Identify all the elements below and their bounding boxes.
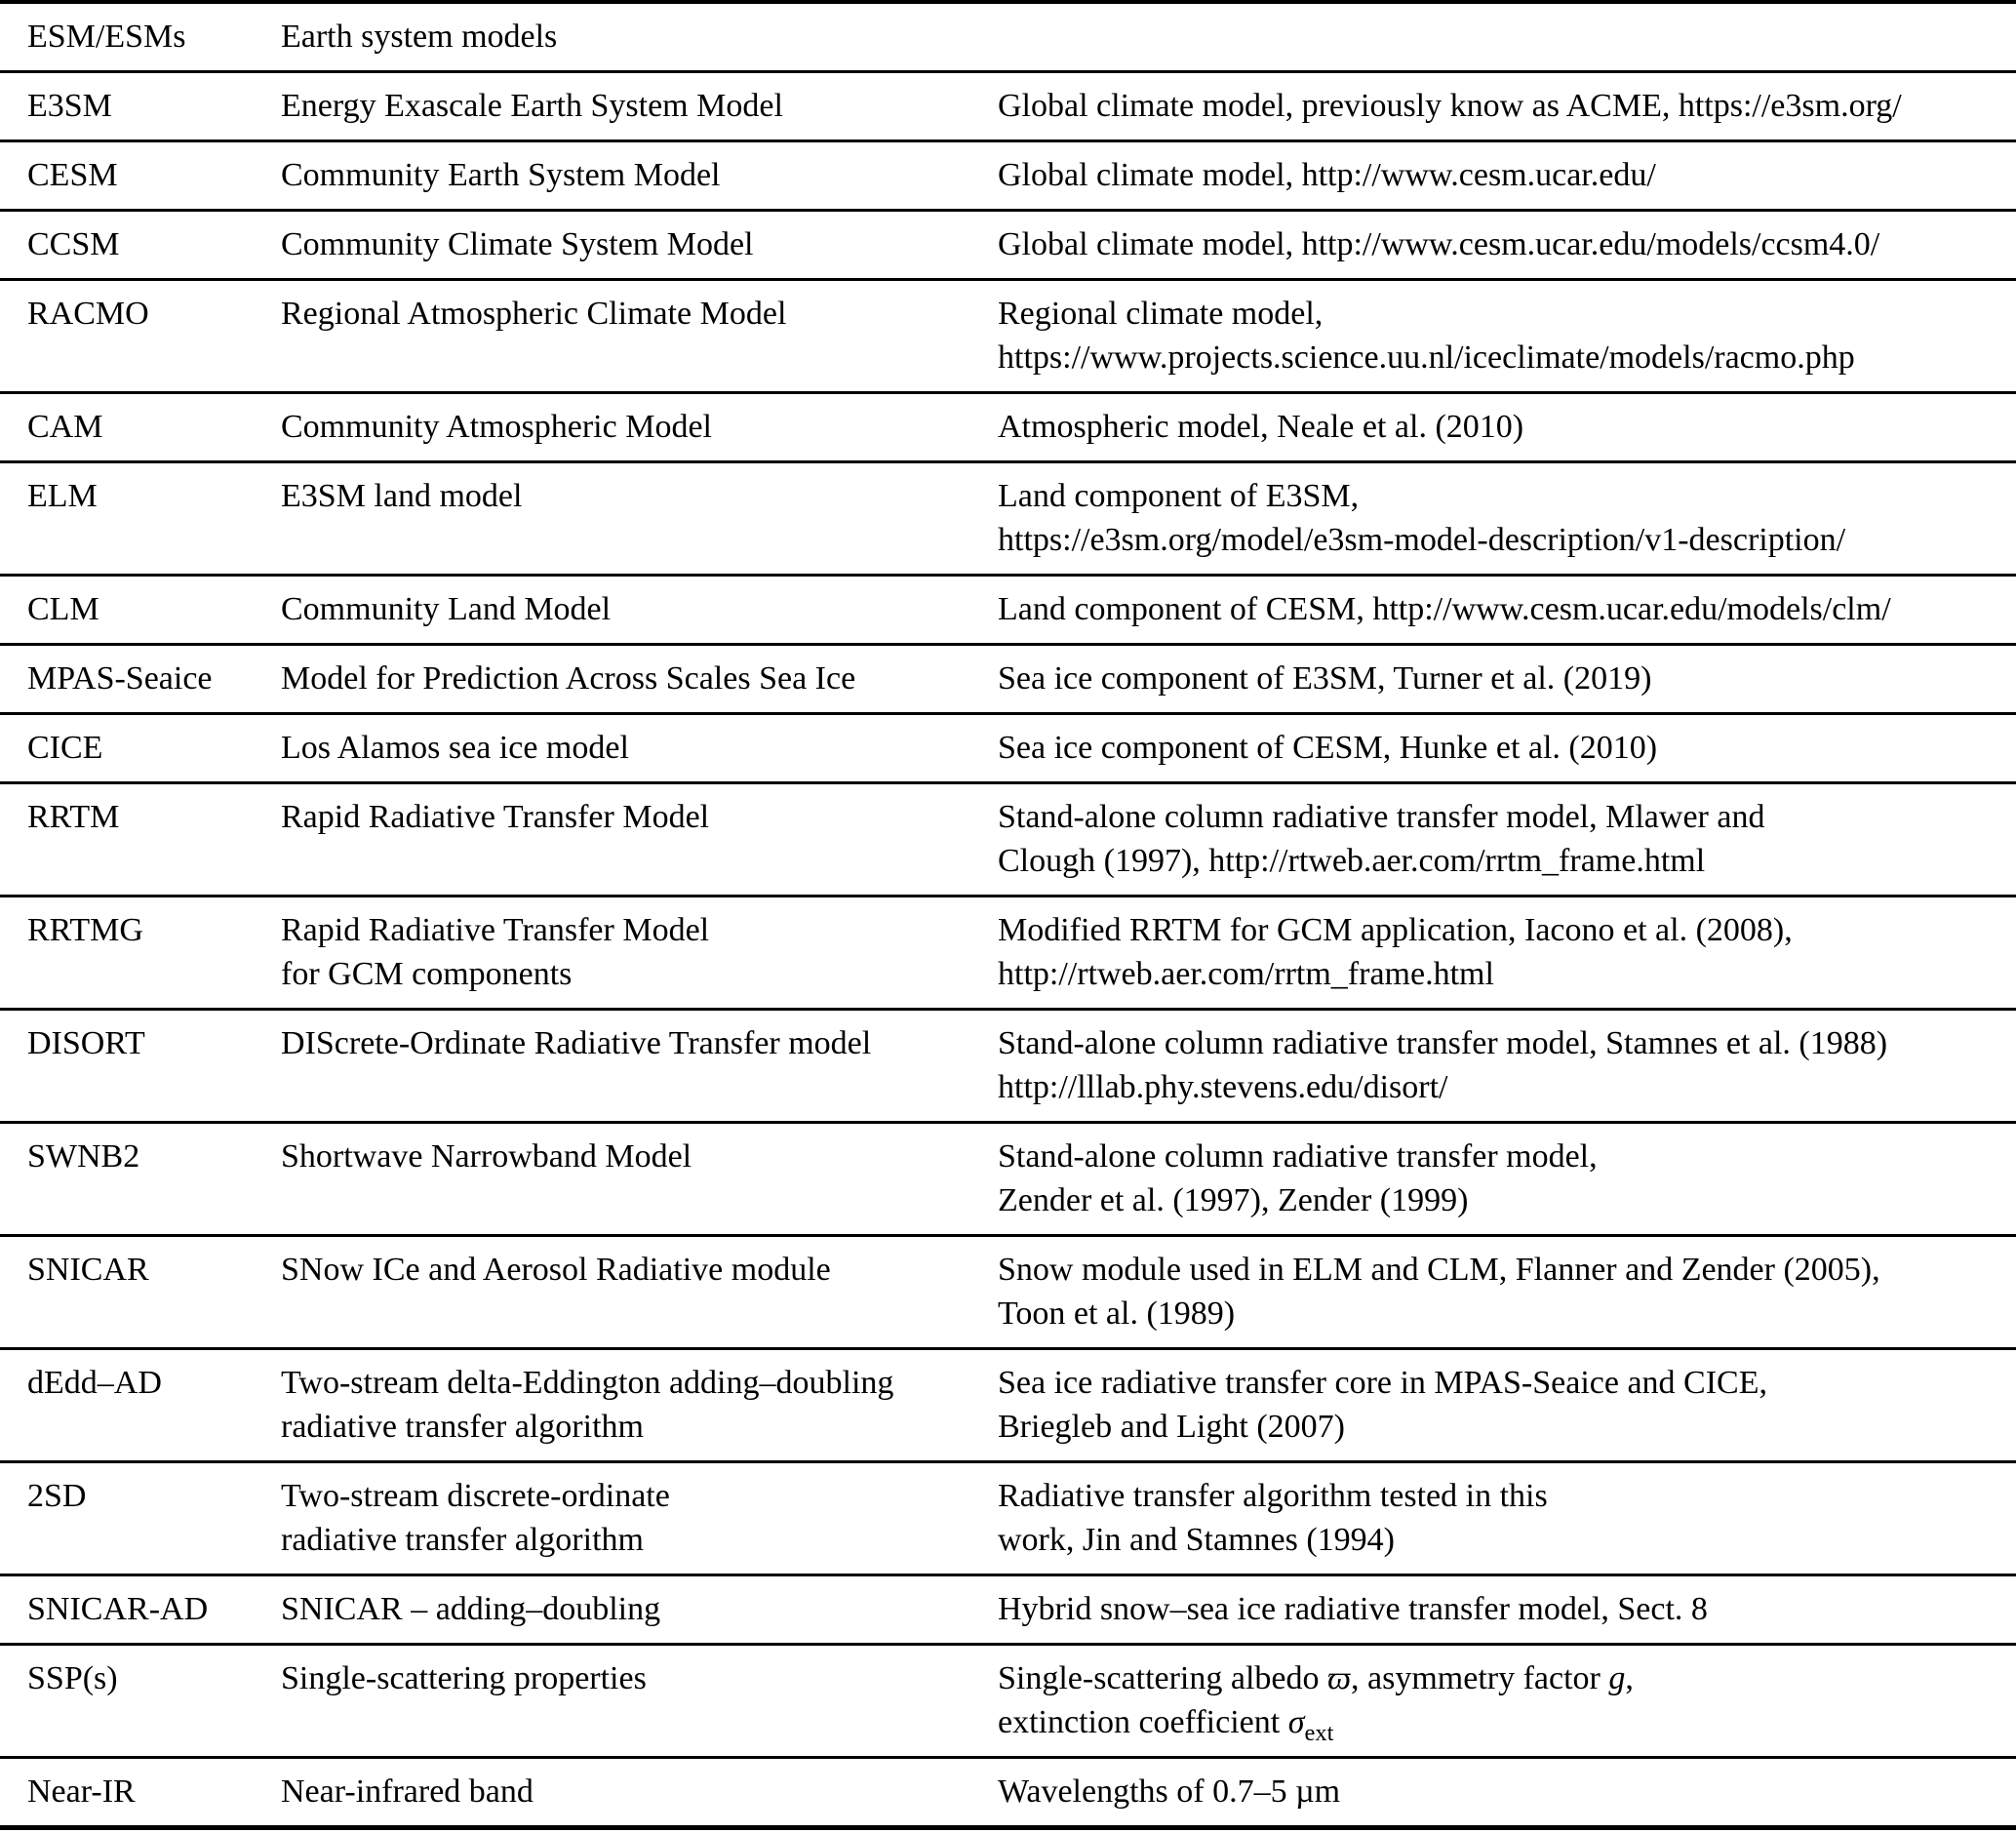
table-row [0, 141, 2016, 211]
table-row [0, 1575, 2016, 1645]
abbreviation-cell: CAM [0, 393, 281, 462]
full-name-cell: Community Land Model [281, 576, 998, 645]
abbreviation-cell: CICE [0, 714, 281, 783]
abbreviation-cell: DISORT [0, 1010, 281, 1123]
abbreviation-cell: SNICAR [0, 1236, 281, 1349]
table-row [0, 1010, 2016, 1123]
full-name-cell: Rapid Radiative Transfer Model [281, 783, 998, 897]
table-row [0, 897, 2016, 1010]
abbreviation-cell: RRTMG [0, 897, 281, 1010]
full-name-cell: SNow ICe and Aerosol Radiative module [281, 1236, 998, 1349]
abbreviation-cell: ESM/ESMs [27, 19, 186, 55]
full-name-cell: Model for Prediction Across Scales Sea Ice [281, 645, 998, 714]
abbreviation-cell: ELM [0, 462, 281, 576]
table-row [0, 72, 2016, 141]
table-row [0, 645, 2016, 714]
description-cell: Radiative transfer algorithm tested in this work, Jin and Stamnes (1994) [998, 1462, 2016, 1575]
full-name-cell: Two-stream discrete-ordinate radiative transfer algorithm [281, 1462, 998, 1575]
description-cell [998, 2, 2016, 72]
full-name-cell: Single-scattering properties [281, 1645, 998, 1758]
description-cell: Stand-alone column radiative transfer model, Zender et al. (1997), Zender (1999) [998, 1123, 2016, 1236]
full-name-cell: Rapid Radiative Transfer Model for GCM components [281, 897, 998, 1010]
description-cell: Atmospheric model, Neale et al. (2010) [998, 393, 2016, 462]
table-row [0, 1758, 2016, 1828]
math-symbol: g [1608, 1660, 1626, 1696]
abbreviation-cell: CLM [0, 576, 281, 645]
text-segment: extinction coefficient [998, 1704, 1288, 1740]
full-name-cell: Community Climate System Model [281, 211, 998, 280]
full-name-cell: DIScrete-Ordinate Radiative Transfer model [281, 1010, 998, 1123]
table-row [0, 2, 2016, 72]
table-row [0, 1462, 2016, 1575]
full-name-cell: E3SM land model [281, 462, 998, 576]
abbreviation-cell: E3SM [0, 72, 281, 141]
abbreviation-cell: 2SD [0, 1462, 281, 1575]
table-row [0, 393, 2016, 462]
description-cell: Wavelengths of 0.7–5 µm [998, 1758, 2016, 1828]
math-symbol: σ [1287, 1704, 1305, 1740]
abbreviation-cell: CESM [0, 141, 281, 211]
description-cell: Sea ice component of CESM, Hunke et al. (2010) [998, 714, 2016, 783]
text-segment: Single-scattering albedo [998, 1660, 1328, 1696]
description-cell: Sea ice radiative transfer core in MPAS-Seaice and CICE, Briegleb and Light (2007) [998, 1349, 2016, 1462]
full-name-cell: Los Alamos sea ice model [281, 714, 998, 783]
table-row [0, 576, 2016, 645]
abbreviation-cell: Near-IR [0, 1758, 281, 1828]
abbreviation-cell: RRTM [0, 783, 281, 897]
table-row [0, 1236, 2016, 1349]
abbreviation-cell: CCSM [0, 211, 281, 280]
full-name-cell: Two-stream delta-Eddington adding–doubling radiative transfer algorithm [281, 1349, 998, 1462]
text-segment: , [1625, 1660, 1634, 1696]
table-row [0, 211, 2016, 280]
table-row [0, 783, 2016, 897]
full-name-cell: Energy Exascale Earth System Model [281, 72, 998, 141]
description-cell: Land component of E3SM, https://e3sm.org/model/e3sm-model-description/v1-description/ [998, 462, 2016, 576]
description-cell: Global climate model, http://www.cesm.ucar.edu/models/ccsm4.0/ [998, 211, 2016, 280]
description-cell: Sea ice component of E3SM, Turner et al. (2019) [998, 645, 2016, 714]
description-cell: Snow module used in ELM and CLM, Flanner and Zender (2005), Toon et al. (1989) [998, 1236, 2016, 1349]
full-name-cell: SNICAR – adding–doubling [281, 1575, 998, 1645]
description-cell [998, 1645, 2016, 1758]
abbreviation-cell: SWNB2 [0, 1123, 281, 1236]
math-subscript: ext [1304, 1719, 1334, 1746]
full-name-cell: Near-infrared band [281, 1758, 998, 1828]
description-cell: Stand-alone column radiative transfer model, Mlawer and Clough (1997), http://rtweb.aer.com/rrtm_frame.html [998, 783, 2016, 897]
description-cell: Global climate model, http://www.cesm.ucar.edu/ [998, 141, 2016, 211]
abbreviations-table-body [0, 2, 2016, 1828]
abbreviation-cell: SSP(s) [0, 1645, 281, 1758]
table-row [0, 1645, 2016, 1758]
table-row [0, 462, 2016, 576]
table-row [0, 280, 2016, 393]
description-cell: Land component of CESM, http://www.cesm.ucar.edu/models/clm/ [998, 576, 2016, 645]
table-row [0, 714, 2016, 783]
description-cell: Hybrid snow–sea ice radiative transfer model, Sect. 8 [998, 1575, 2016, 1645]
table-row [0, 1123, 2016, 1236]
description-cell: Modified RRTM for GCM application, Iacono et al. (2008), http://rtweb.aer.com/rrtm_frame.html [998, 897, 2016, 1010]
abbreviation-cell: SNICAR-AD [0, 1575, 281, 1645]
full-name-cell: Community Earth System Model [281, 141, 998, 211]
full-name-cell: Regional Atmospheric Climate Model [281, 280, 998, 393]
description-cell: Regional climate model, https://www.projects.science.uu.nl/iceclimate/models/racmo.php [998, 280, 2016, 393]
table-row [0, 1349, 2016, 1462]
full-name-cell: Shortwave Narrowband Model [281, 1123, 998, 1236]
abbreviation-cell: MPAS-Seaice [0, 645, 281, 714]
abbreviation-cell: RACMO [0, 280, 281, 393]
description-cell: Stand-alone column radiative transfer model, Stamnes et al. (1988) http://lllab.phy.stevens.edu/disort/ [998, 1010, 2016, 1123]
description-cell: Global climate model, previously know as ACME, https://e3sm.org/ [998, 72, 2016, 141]
math-symbol: ϖ [1327, 1660, 1352, 1696]
abbreviation-cell: dEdd–AD [0, 1349, 281, 1462]
full-name-cell: Community Atmospheric Model [281, 393, 998, 462]
full-name-cell: Earth system models [281, 19, 558, 55]
text-segment: , asymmetry factor [1351, 1660, 1609, 1696]
